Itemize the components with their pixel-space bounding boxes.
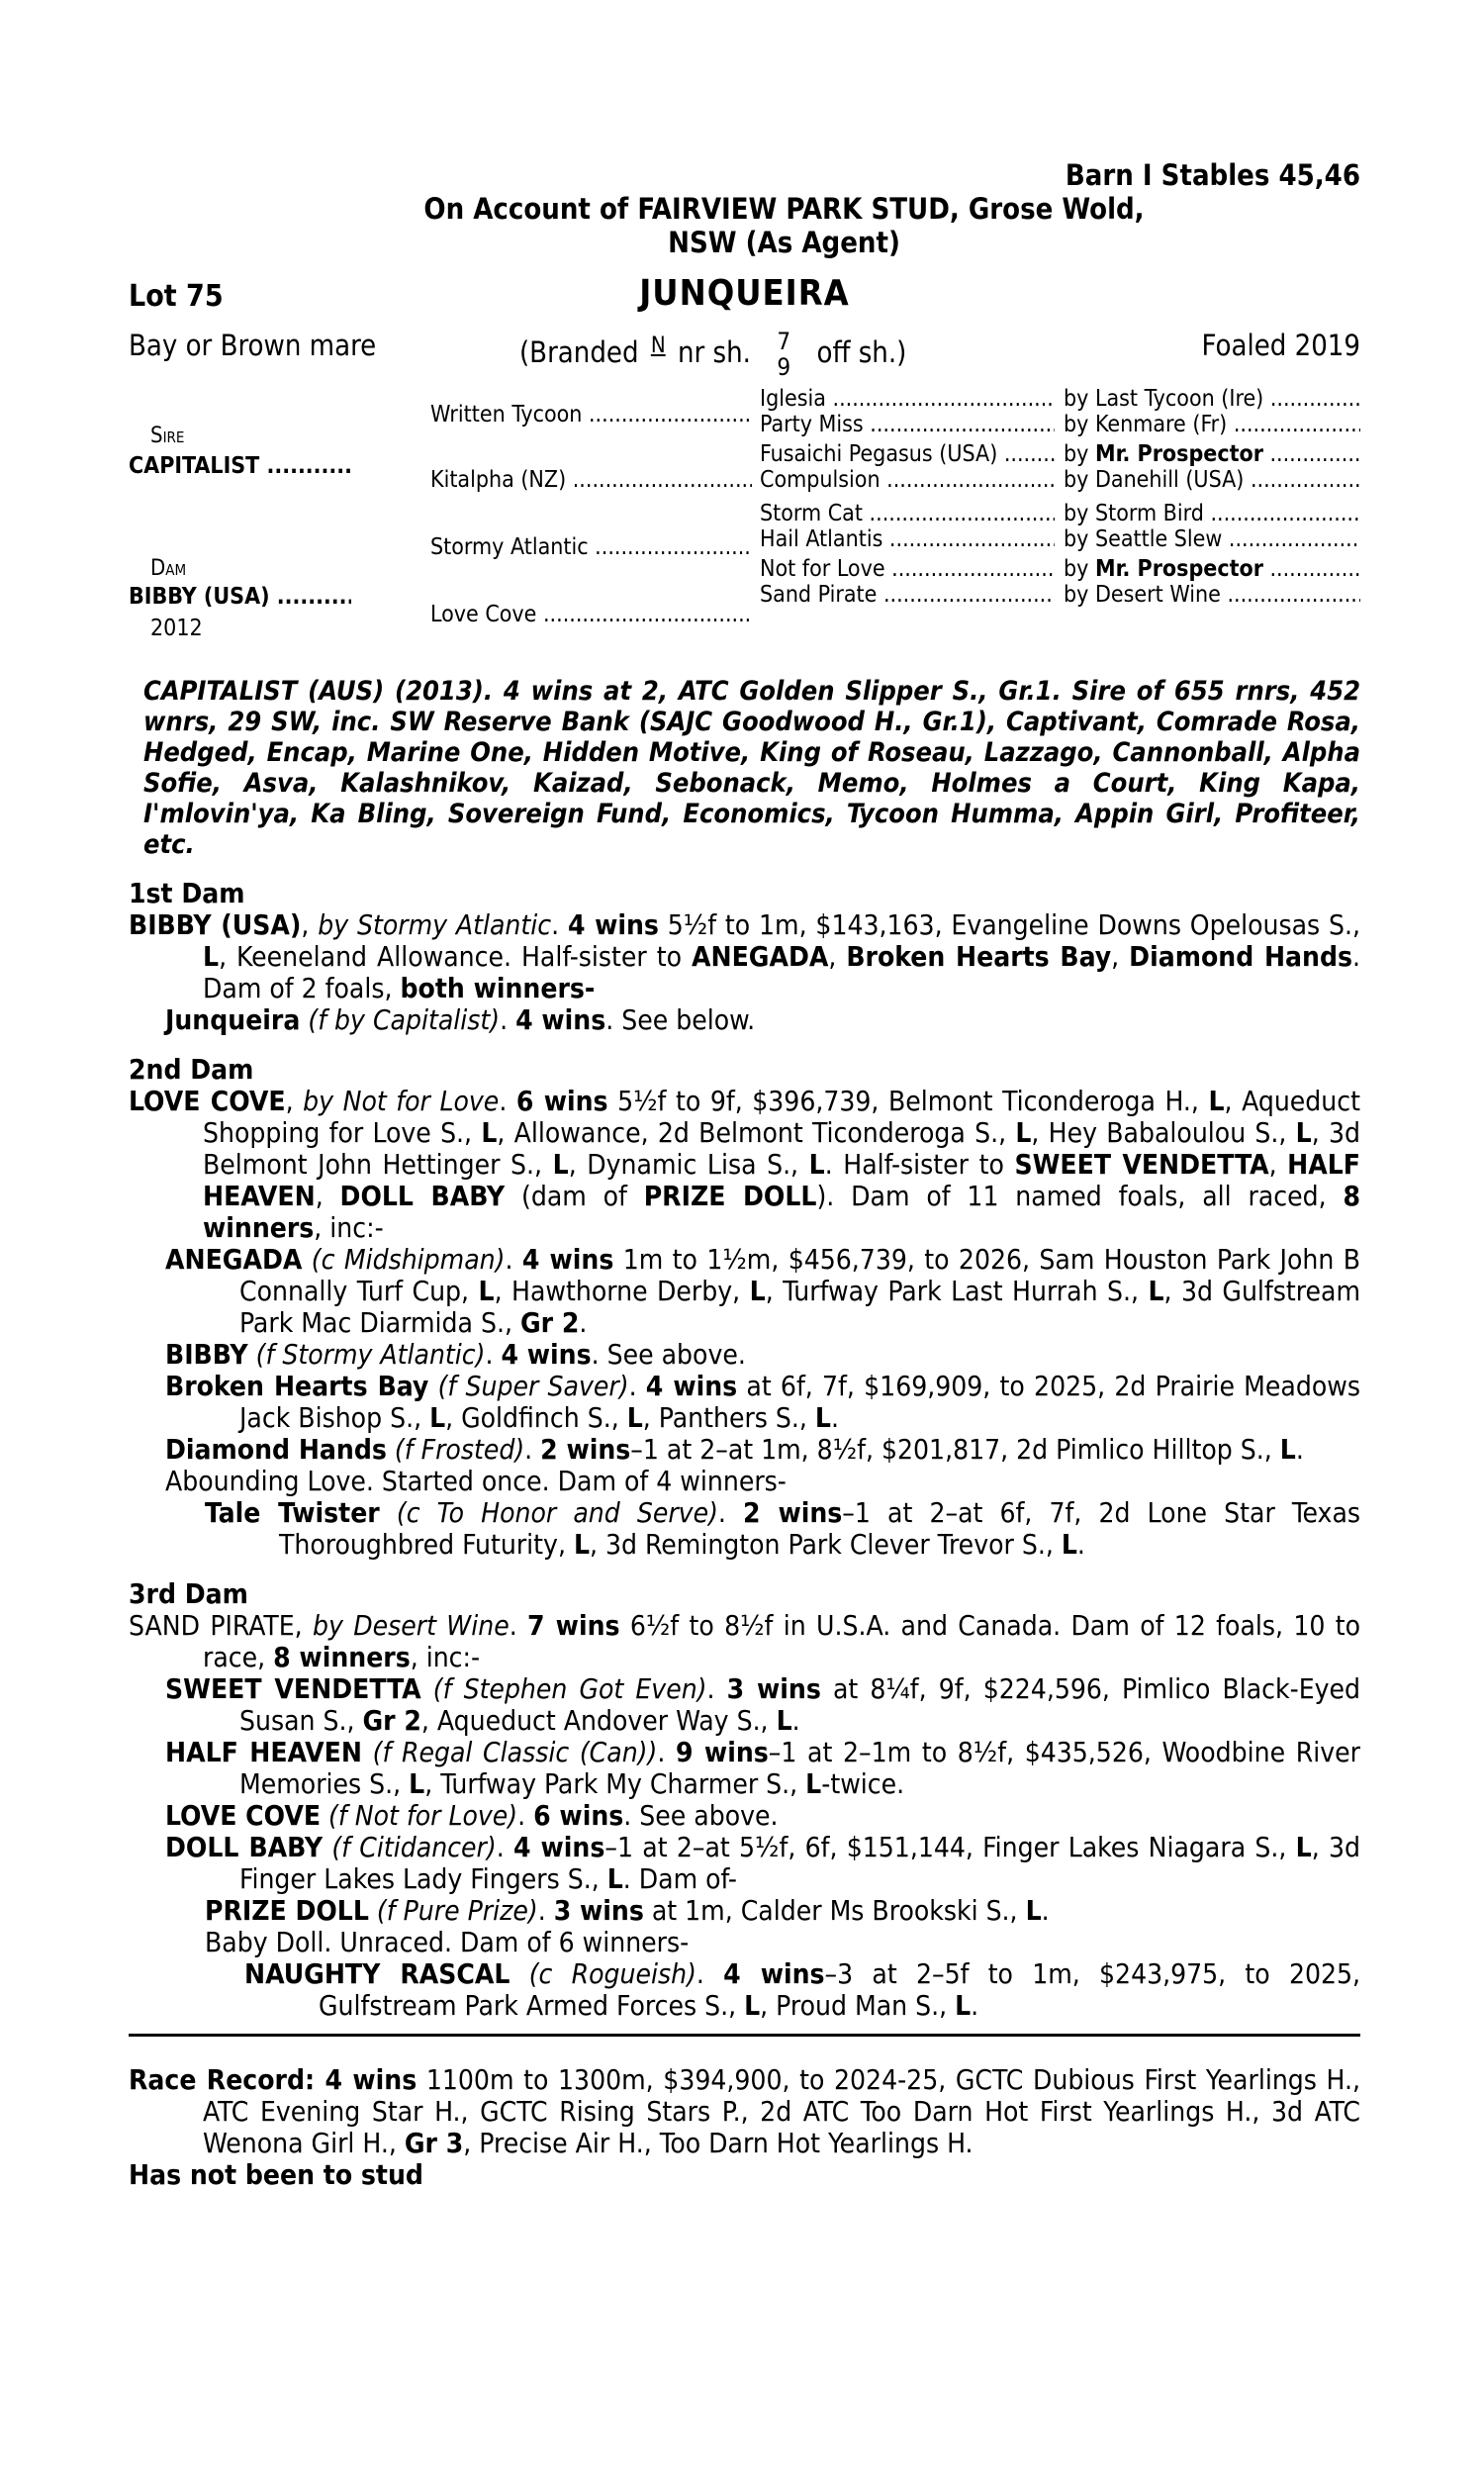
bold-text: 6 wins: [515, 1085, 608, 1117]
brand-off: off sh.): [816, 335, 907, 369]
ggp-sire-name: by Seattle Slew: [1064, 526, 1223, 552]
ggp-sire-name: Mr. Prospector: [1094, 441, 1263, 467]
grandsire-dam: [430, 534, 752, 560]
text: .: [706, 1672, 727, 1705]
dam-label: Dam: [150, 556, 187, 581]
bold-text: 2 wins: [743, 1496, 843, 1529]
bold-text: Gr 3: [404, 2127, 464, 2159]
bold-text: L: [1208, 1085, 1225, 1117]
second-dam-title: 2nd Dam: [129, 1053, 254, 1086]
paragraph: [129, 1244, 1360, 1339]
text: ,: [285, 1085, 304, 1117]
ggp-name: Iglesia: [760, 386, 826, 412]
bold-text: L: [744, 1989, 761, 2022]
bold-text: HALF HEAVEN: [165, 1736, 362, 1768]
text: –1 at 2–at 1m, 8½f, $201,817, 2d Pimlico Hilltop S.,: [630, 1433, 1280, 1466]
italic-text: (c Midshipman): [311, 1243, 506, 1276]
italic-text: (f Citidancer): [331, 1831, 497, 1863]
ggp-sire-name: by Last Tycoon (Ire): [1064, 386, 1264, 412]
text: .: [791, 1704, 800, 1737]
text: , Turfway Park Last Hurrah S.,: [765, 1275, 1149, 1307]
gp-name: Love Cove: [430, 602, 537, 627]
bold-text: L: [805, 1767, 822, 1800]
text: [248, 1338, 256, 1371]
bold-text: L: [1295, 1116, 1312, 1149]
dam-year: 2012: [150, 616, 203, 641]
ggp-sire-name: Mr. Prospector: [1094, 556, 1263, 582]
bold-text: BIBBY (USA): [129, 908, 302, 941]
ggp-sire-name: by Kenmare (Fr): [1064, 412, 1228, 437]
text: , Hawthorne Derby,: [494, 1275, 750, 1307]
text: Baby Doll. Unraced. Dam of 6 winners-: [205, 1926, 690, 1958]
great-grandparent: [760, 556, 1055, 582]
text: [323, 1831, 331, 1863]
bold-text: 3 wins: [726, 1672, 821, 1705]
bold-text: L: [481, 1116, 498, 1149]
bold-text: HALF HEAVEN: [203, 1148, 1361, 1212]
ggp-sire-name: by Storm Bird: [1064, 501, 1204, 526]
text: .: [717, 1496, 744, 1529]
text: , Goldfinch S.,: [445, 1401, 627, 1434]
great-grandparent: [760, 386, 1055, 412]
great-grandparent: [760, 441, 1055, 467]
third-dam-title: 3rd Dam: [129, 1577, 248, 1610]
text: at 8¼f, 9f, $224,596, Pimlico Black-Eyed Susan S.,: [239, 1672, 1361, 1737]
bold-text: L: [552, 1148, 569, 1181]
text: . See above.: [591, 1338, 746, 1371]
text: ,: [1111, 940, 1130, 973]
italic-text: (f Stormy Atlantic): [255, 1338, 486, 1371]
bold-text: Gr 2: [519, 1306, 580, 1339]
first-dam-paragraphs: [129, 909, 1360, 1036]
bold-text: L: [1061, 1528, 1077, 1561]
third-dam-section: [129, 1578, 1360, 2022]
bold-text: L: [1025, 1894, 1042, 1927]
bold-text: ANEGADA: [165, 1243, 303, 1276]
ggp-name: Not for Love: [760, 556, 885, 582]
ggp-name: Sand Pirate: [760, 582, 878, 608]
text: 5½f to 1m, $143,163, Evangeline Downs Opelousas S.,: [658, 908, 1361, 941]
bold-text: 4 wins: [567, 908, 659, 941]
paragraph: [129, 1371, 1360, 1434]
paragraph: [129, 1466, 1360, 1497]
text: .: [537, 1894, 554, 1927]
paragraph: [129, 909, 1360, 1004]
bold-text: L: [573, 1528, 591, 1561]
second-dam-section: [129, 1054, 1360, 1561]
text: .: [628, 1370, 646, 1402]
bold-text: Junqueira: [165, 1003, 301, 1036]
text: 1100m to 1300m, $394,900, to 2024-25, GCTC Dubious First Yearlings H., ATC Evening Star H., GCTC Rising Stars P., 2d ATC Too Darn Hot First Yearlings H., 3d ATC Wenona Girl H.,: [203, 2063, 1360, 2159]
text: [362, 1736, 373, 1768]
bold-text: BIBBY: [165, 1338, 248, 1371]
text: –1 at 2–1m to 8½f, $435,526, Woodbine River Memories S.,: [239, 1736, 1360, 1800]
vendor-line-2: NSW (As Agent): [668, 226, 900, 259]
bold-text: 4 wins: [645, 1370, 738, 1402]
bold-text: 7 wins: [527, 1609, 620, 1642]
bold-text: 4 wins: [515, 1003, 606, 1036]
ggp-name: Compulsion: [760, 467, 881, 493]
sire-summary: CAPITALIST (AUS) (2013). 4 wins at 2, ATC Golden Slipper S., Gr.1. Sire of 655 rnrs, 452 wnrs, 29 SW, inc. SW Reserve Bank (SAJC Goodwood H., Gr.1), Captivant, Comrade Rosa, Hedged, Encap, Marine One, Hidden Motive, King of Roseau, Lazzago, Cannonball, Alpha Sofie, Asva, Kalashnikov, Kaizad, Sebonack, Memo, Holmes a Court, King Kapa, I'mlovin'ya, Ka Bling, Sovereign Fund, Economics, Tycoon Humma, Appin Girl, Profiteer, etc.: [143, 676, 1360, 860]
bold-text: L: [606, 1862, 623, 1895]
first-dam-title: 1st Dam: [129, 877, 245, 909]
stud-status: Has not been to stud: [129, 2158, 423, 2191]
text: .: [505, 1243, 522, 1276]
bold-text: LOVE COVE: [165, 1799, 322, 1832]
bold-text: Broken Hearts Bay: [165, 1370, 429, 1402]
paragraph: [129, 1434, 1360, 1466]
text: –1 at 2–at 5½f, 6f, $151,144, Finger Lakes Niagara S.,: [604, 1831, 1296, 1863]
ggp-sire-name: by Danehill (USA): [1064, 467, 1245, 493]
text: 5½f to 9f, $396,739, Belmont Ticonderoga H.,: [607, 1085, 1209, 1117]
text: Abounding Love. Started once. Dam of 4 winners-: [165, 1465, 787, 1497]
bold-text: LOVE COVE: [129, 1085, 286, 1117]
bold-text: 4 wins: [521, 1243, 614, 1276]
paragraph: [129, 1004, 1360, 1036]
ggp-sire-name: by Desert Wine: [1064, 582, 1221, 608]
ggp-name: Hail Atlantis: [760, 526, 883, 552]
great-grandparent-sire: [1064, 467, 1360, 493]
text: , Dynamic Lisa S.,: [568, 1148, 809, 1181]
great-grandparent-sire: [1064, 386, 1360, 412]
ggp-name: Storm Cat: [760, 501, 863, 526]
text: SAND PIRATE,: [129, 1609, 313, 1642]
text: [428, 1370, 437, 1402]
bold-text: DOLL BABY: [165, 1831, 324, 1863]
gp-name: Written Tycoon: [430, 402, 583, 428]
bold-text: SWEET VENDETTA: [165, 1672, 421, 1705]
vendor-line-1: On Account of FAIRVIEW PARK STUD, Grose Wold,: [423, 192, 1145, 226]
text: . Dam of-: [622, 1862, 737, 1895]
paragraph: [129, 1800, 1360, 1832]
text: –1 at 2–at 6f, 7f, 2d Lone Star Texas Thoroughbred Futurity,: [279, 1496, 1361, 1561]
bold-text: PRIZE DOLL: [205, 1894, 369, 1927]
text: ,: [1268, 1148, 1288, 1181]
bold-text: L: [478, 1275, 495, 1307]
text: , 3d Remington Park Clever Trevor S.,: [590, 1528, 1062, 1561]
text: , Aqueduct Shopping for Love S.,: [203, 1085, 1360, 1149]
sire-name: [129, 453, 351, 479]
divider-rule: [129, 2034, 1360, 2037]
horse-info-line: [129, 321, 1360, 381]
bold-text: L: [1148, 1275, 1164, 1307]
italic-text: (f Regal Classic (Can)): [372, 1736, 658, 1768]
bold-text: 8 winners: [273, 1641, 411, 1673]
text: .: [1295, 1433, 1304, 1466]
bold-text: L: [1295, 1831, 1312, 1863]
ggp-name: Fusaichi Pegasus (USA): [760, 441, 998, 467]
great-grandparent-sire: [1064, 526, 1360, 552]
second-dam-paragraphs: [129, 1086, 1360, 1561]
text: ). Dam of 11 named foals, all raced,: [816, 1180, 1344, 1212]
great-grandparent-sire: [1064, 556, 1360, 582]
italic-text: (f Not for Love): [328, 1799, 518, 1832]
text: [421, 1672, 433, 1705]
text: .: [1041, 1894, 1050, 1927]
bold-text: both winners-: [400, 972, 596, 1004]
text: at 6f, 7f, $169,909, to 2025, 2d Prairie Meadows Jack Bishop S.,: [239, 1370, 1360, 1434]
bold-text: 3 wins: [553, 1894, 644, 1927]
bold-text: L: [955, 1989, 972, 2022]
paragraph: [129, 1958, 1360, 2022]
text: ,: [301, 908, 319, 941]
text: ,: [315, 1180, 340, 1212]
great-grandparent-sire: [1064, 441, 1360, 467]
bold-text: 6 wins: [533, 1799, 624, 1832]
sex-colour: Bay or Brown mare: [129, 329, 377, 362]
granddam-sire: [430, 467, 752, 493]
grandsire-sire: [430, 402, 752, 428]
text: , 3d Finger Lakes Lady Fingers S.,: [239, 1831, 1361, 1895]
great-grandparent: [760, 467, 1055, 493]
bold-text: L: [1279, 1433, 1296, 1466]
great-grandparent-sire: [1064, 412, 1360, 437]
great-grandparent-sire: [1064, 582, 1360, 608]
text: .: [579, 1306, 588, 1339]
dam-name-text: BIBBY (USA): [129, 584, 270, 610]
bold-text: 4 wins: [723, 1957, 825, 1990]
great-grandparent: [760, 412, 1055, 437]
brand-number-bottom: 9: [777, 353, 791, 381]
horse-name: JUNQUEIRA: [639, 273, 850, 314]
bold-text: 2 wins: [540, 1433, 631, 1466]
race-record-paragraphs: [129, 2064, 1360, 2159]
great-grandparent: [760, 501, 1055, 526]
italic-text: by Stormy Atlantic: [318, 908, 552, 941]
paragraph: [129, 1339, 1360, 1371]
barn-location: Barn I Stables 45,46: [1065, 158, 1360, 192]
third-dam-paragraphs: [129, 1610, 1360, 2022]
italic-text: (c Rogueish): [528, 1957, 696, 1990]
sire-name-text: CAPITALIST: [129, 453, 260, 479]
text: .: [500, 1003, 516, 1036]
paragraph: [129, 1086, 1360, 1244]
italic-text: (f Super Saver): [437, 1370, 629, 1402]
bold-text: Gr 2: [362, 1704, 421, 1737]
paragraph: [129, 2064, 1360, 2159]
pedigree-table: [129, 386, 1360, 668]
bold-text: 9 wins: [675, 1736, 769, 1768]
first-dam-section: [129, 878, 1360, 1036]
sire-label: Sire: [150, 424, 185, 448]
bold-text: L: [626, 1401, 643, 1434]
dam-name: [129, 584, 351, 610]
bold-text: NAUGHTY RASCAL: [244, 1957, 510, 1990]
text: [302, 1243, 311, 1276]
bold-text: L: [429, 1401, 446, 1434]
great-grandparent: [760, 582, 1055, 608]
italic-text: (f Frosted): [394, 1433, 525, 1466]
ggp-sire-prefix: by: [1064, 556, 1089, 582]
text: 6½f to 8½f in U.S.A. and Canada. Dam of 12 foals, 10 to race,: [203, 1609, 1361, 1673]
paragraph: [129, 1895, 1360, 1927]
paragraph: [129, 1673, 1360, 1737]
italic-text: (f by Capitalist): [308, 1003, 501, 1036]
italic-text: by Desert Wine: [312, 1609, 510, 1642]
text: [510, 1957, 528, 1990]
text: .: [696, 1957, 724, 1990]
text: , Panthers S.,: [642, 1401, 815, 1434]
bold-text: 4 wins: [501, 1338, 592, 1371]
brand-number-top: 7: [777, 328, 791, 355]
bold-text: Broken Hearts Bay: [846, 940, 1112, 973]
lot-line: [129, 269, 1360, 321]
text: 1m to 1½m, $456,739, to 2026, Sam Houston Park John B Connally Turf Cup,: [239, 1243, 1360, 1307]
text: .: [1076, 1528, 1085, 1561]
italic-text: (f Pure Prize): [376, 1894, 538, 1927]
text: . See above.: [623, 1799, 779, 1832]
text: . Half-sister to: [824, 1148, 1015, 1181]
gp-name: Stormy Atlantic: [430, 534, 589, 560]
bold-text: L: [808, 1148, 825, 1181]
race-record-section: [129, 2064, 1360, 2191]
bold-text: L: [1015, 1116, 1032, 1149]
foaled-year: Foaled 2019: [1201, 329, 1360, 362]
text: -twice.: [821, 1767, 905, 1800]
text: , Proud Man S.,: [760, 1989, 956, 2022]
brand-number: [769, 329, 798, 380]
text: [369, 1894, 377, 1927]
brand-mark-icon: N: [650, 333, 666, 358]
italic-text: (c To Honor and Serve): [396, 1496, 718, 1529]
text: .: [517, 1799, 534, 1832]
text: .: [509, 1609, 528, 1642]
bold-text: L: [203, 940, 220, 973]
text: [321, 1799, 328, 1832]
bold-text: DOLL BABY: [339, 1180, 506, 1212]
text: .: [551, 908, 568, 941]
bold-text: 8 winners: [203, 1180, 1360, 1244]
brand-near: nr sh.: [677, 335, 751, 369]
text: .: [971, 1989, 979, 2022]
ggp-name: Party Miss: [760, 412, 864, 437]
text: .: [830, 1401, 839, 1434]
great-grandparent: [760, 526, 1055, 552]
text: , 3d Belmont John Hettinger S.,: [203, 1116, 1361, 1181]
text: .: [524, 1433, 541, 1466]
text: [380, 1496, 397, 1529]
text: , Turfway Park My Charmer S.,: [424, 1767, 806, 1800]
bold-text: 4 wins: [512, 1831, 605, 1863]
bold-text: Diamond Hands: [1129, 940, 1353, 973]
catalogue-page: [129, 158, 1360, 2191]
paragraph: [129, 1927, 1360, 1958]
text: .: [657, 1736, 676, 1768]
brand-prefix: (Branded: [519, 335, 639, 369]
text: , Aqueduct Andover Way S.,: [420, 1704, 777, 1737]
bold-text: PRIZE DOLL: [643, 1180, 817, 1212]
paragraph: [129, 1832, 1360, 1895]
ggp-sire-prefix: by: [1064, 441, 1089, 467]
text: .: [496, 1831, 513, 1863]
text: , Hey Babaloulou S.,: [1031, 1116, 1296, 1149]
text: , Precise Air H., Too Darn Hot Yearlings H.: [463, 2127, 974, 2159]
text: at 1m, Calder Ms Brookski S.,: [643, 1894, 1026, 1927]
gp-name: Kitalpha (NZ): [430, 467, 567, 493]
bold-text: L: [409, 1767, 425, 1800]
text: , Keeneland Allowance. Half-sister to: [219, 940, 692, 973]
italic-text: (f Stephen Got Even): [432, 1672, 707, 1705]
bold-text: ANEGADA: [691, 940, 829, 973]
bold-text: L: [749, 1275, 766, 1307]
italic-text: by Not for Love: [303, 1085, 500, 1117]
text: , Allowance, 2d Belmont Ticonderoga S.,: [497, 1116, 1016, 1149]
bold-text: SWEET VENDETTA: [1014, 1148, 1269, 1181]
text: [387, 1433, 395, 1466]
text: . See below.: [605, 1003, 756, 1036]
bold-text: L: [776, 1704, 792, 1737]
text: , 3d Gulfstream Park Mac Diarmida S.,: [239, 1275, 1360, 1339]
brand-info: [519, 329, 906, 380]
text: –3 at 2–5f to 1m, $243,975, to 2025, Gulfstream Park Armed Forces S.,: [319, 1957, 1361, 2022]
text: ,: [828, 940, 847, 973]
granddam-dam: [430, 602, 752, 627]
text: . Dam of 2 foals,: [203, 940, 1361, 1004]
paragraph: [129, 1737, 1360, 1800]
text: , inc:-: [314, 1211, 384, 1244]
text: .: [499, 1085, 516, 1117]
paragraph: [129, 1610, 1360, 1673]
paragraph: [129, 1497, 1360, 1561]
text: (dam of: [505, 1180, 644, 1212]
bold-text: Diamond Hands: [165, 1433, 387, 1466]
great-grandparent-sire: [1064, 501, 1360, 526]
text: , inc:-: [410, 1641, 481, 1673]
lot-number: Lot 75: [129, 279, 224, 314]
bold-text: Race Record: 4 wins: [129, 2063, 417, 2096]
text: .: [485, 1338, 502, 1371]
bold-text: L: [814, 1401, 831, 1434]
bold-text: Tale Twister: [205, 1496, 380, 1529]
